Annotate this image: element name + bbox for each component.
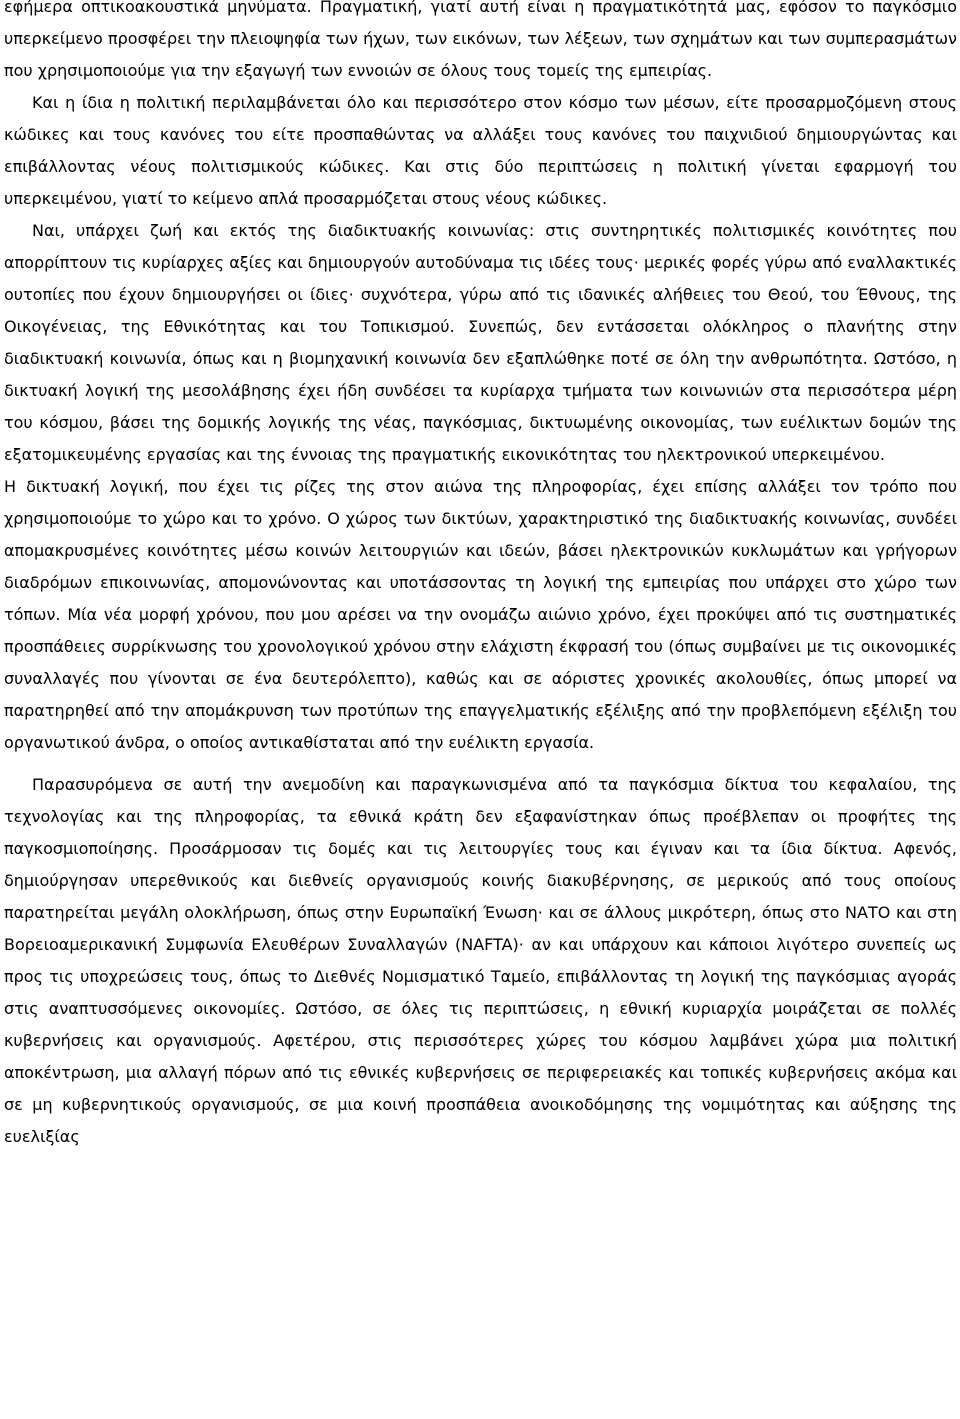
paragraph-3: Ναι, υπάρχει ζωή και εκτός της διαδικτυακής κοινωνίας: στις συντηρητικές πολιτισμικές κοινότητες που απορρίπτουν τις κυρίαρχες αξίες και δημιουργούν αυτοδύναμα τις ιδέες τους· μερικές φορές γύρω από εναλλακτικές ουτοπίες που έχουν δημιουργήσει οι ίδιες· συχνότερα, γύρω από τις ιδανικές αλήθειες του Θεού, του Έθνους, της Οικογένειας, της Εθνικότητας και του Τοπικισμού. Συνεπώς, δεν εντάσσεται ολόκληρος ο πλανήτης στην διαδικτυακή κοινωνία, όπως και η βιομηχανική κοινωνία δεν εξαπλώθηκε ποτέ σε όλη την ανθρωπότητα. Ωστόσο, η δικτυακή λογική της μεσολάβησης έχει ήδη συνδέσει τα κυρίαρχα τμήματα των κοινωνιών στα περισσότερα μέρη του κόσμου, βάσει της δομικής λογικής της νέας, παγκόσμιας, δικτυωμένης οικονομίας, των ευέλικτων δομών της εξατομικευμένης εργασίας και της έννοιας της πραγματικής εικονικότητας του ηλεκτρονικού υπερκειμένου. — [4, 221, 957, 464]
document-page — [4, 0, 957, 1153]
paragraph-5: Παρασυρόμενα σε αυτή την ανεμοδίνη και παραγκωνισμένα από τα παγκόσμια δίκτυα του κεφαλαίου, της τεχνολογίας και της πληροφορίας, τα εθνικά κράτη δεν εξαφανίστηκαν όπως προέβλεπαν οι προφήτες της παγκοσμιοποίησης. Προσάρμοσαν τις δομές και τις λειτουργίες τους και έγιναν και τα ίδια δίκτυα. Αφενός, δημιούργησαν υπερεθνικούς και διεθνείς οργανισμούς κοινής διακυβέρνησης, σε μερικούς από τους οποίους παρατηρείται μεγάλη ολοκλήρωση, όπως στην Ευρωπαϊκή Ένωση· και σε άλλους μικρότερη, όπως στο ΝΑΤΟ και στη Βορειοαμερικανική Συμφωνία Ελευθέρων Συναλλαγών (NAFTA)· αν και υπάρχουν και κάποιοι λιγότερο συνεπείς ως προς τις υποχρεώσεις τους, όπως το Διεθνές Νομισματικό Ταμείο, επιβάλλοντας τη λογική της παγκόσμιας αγοράς στις αναπτυσσόμενες οικονομίες. Ωστόσο, σε όλες τις περιπτώσεις, η εθνική κυριαρχία μοιράζεται σε πολλές κυβερνήσεις και οργανισμούς. Αφετέρου, στις περισσότερες χώρες του κόσμου λαμβάνει χώρα μια πολιτική αποκέντρωση, μια αλλαγή πόρων από τις εθνικές κυβερνήσεις σε περιφερειακές και τοπικές κυβερνήσεις ακόμα και σε μη κυβερνητικούς οργανισμούς, σε μια κοινή προσπάθεια ανοικοδόμησης της νομιμότητας και αύξησης της ευελιξίας — [4, 775, 957, 1146]
paragraph-spacer — [4, 759, 957, 769]
paragraph-2: Και η ίδια η πολιτική περιλαμβάνεται όλο και περισσότερο στον κόσμο των μέσων, είτε προσαρμοζόμενη στους κώδικες και τους κανόνες του είτε προσπαθώντας να αλλάξει τους κανόνες του παιχνιδιού δημιουργώντας και επιβάλλοντας νέους πολιτισμικούς κώδικες. Και στις δύο περιπτώσεις η πολιτική γίνεται εφαρμογή του υπερκειμένου, γιατί το κείμενο απλά προσαρμόζεται στους νέους κώδικες. — [4, 93, 957, 208]
paragraph-1: εφήμερα οπτικοακουστικά μηνύματα. Πραγματική, γιατί αυτή είναι η πραγματικότητά μας, εφόσον το παγκόσμιο υπερκείμενο προσφέρει την πλειοψηφία των ήχων, των εικόνων, των λέξεων, των σχημάτων και των συμπερασμάτων που χρησιμοποιούμε για την εξαγωγή των εννοιών σε όλους τους τομείς της εμπειρίας. — [4, 0, 957, 80]
paragraph-4: Η δικτυακή λογική, που έχει τις ρίζες της στον αιώνα της πληροφορίας, έχει επίσης αλλάξει τον τρόπο που χρησιμοποιούμε το χώρο και το χρόνο. Ο χώρος των δικτύων, χαρακτηριστικό της διαδικτυακής κοινωνίας, συνδέει απομακρυσμένες κοινότητες μέσω κοινών λειτουργιών και ιδεών, βάσει ηλεκτρονικών κυκλωμάτων και γρήγορων διαδρόμων επικοινωνίας, απομονώνοντας και υποτάσσοντας τη λογική της εμπειρίας που υπάρχει στο χώρο των τόπων. Μία νέα μορφή χρόνου, που μου αρέσει να την ονομάζω αιώνιο χρόνο, έχει προκύψει από τις συστηματικές προσπάθειες συρρίκνωσης του χρονολογικού χρόνου στην ελάχιστη έκφρασή του (όπως συμβαίνει με τις οικονομικές συναλλαγές που γίνονται σε ένα δευτερόλεπτο), καθώς και σε αόριστες χρονικές ακολουθίες, όπως μπορεί να παρατηρηθεί από την απομάκρυνση των προτύπων της επαγγελματικής εξέλιξης από την προβλεπόμενη εξέλιξη του οργανωτικού άνδρα, ο οποίος αντικαθίσταται από την ευέλικτη εργασία. — [4, 477, 957, 752]
